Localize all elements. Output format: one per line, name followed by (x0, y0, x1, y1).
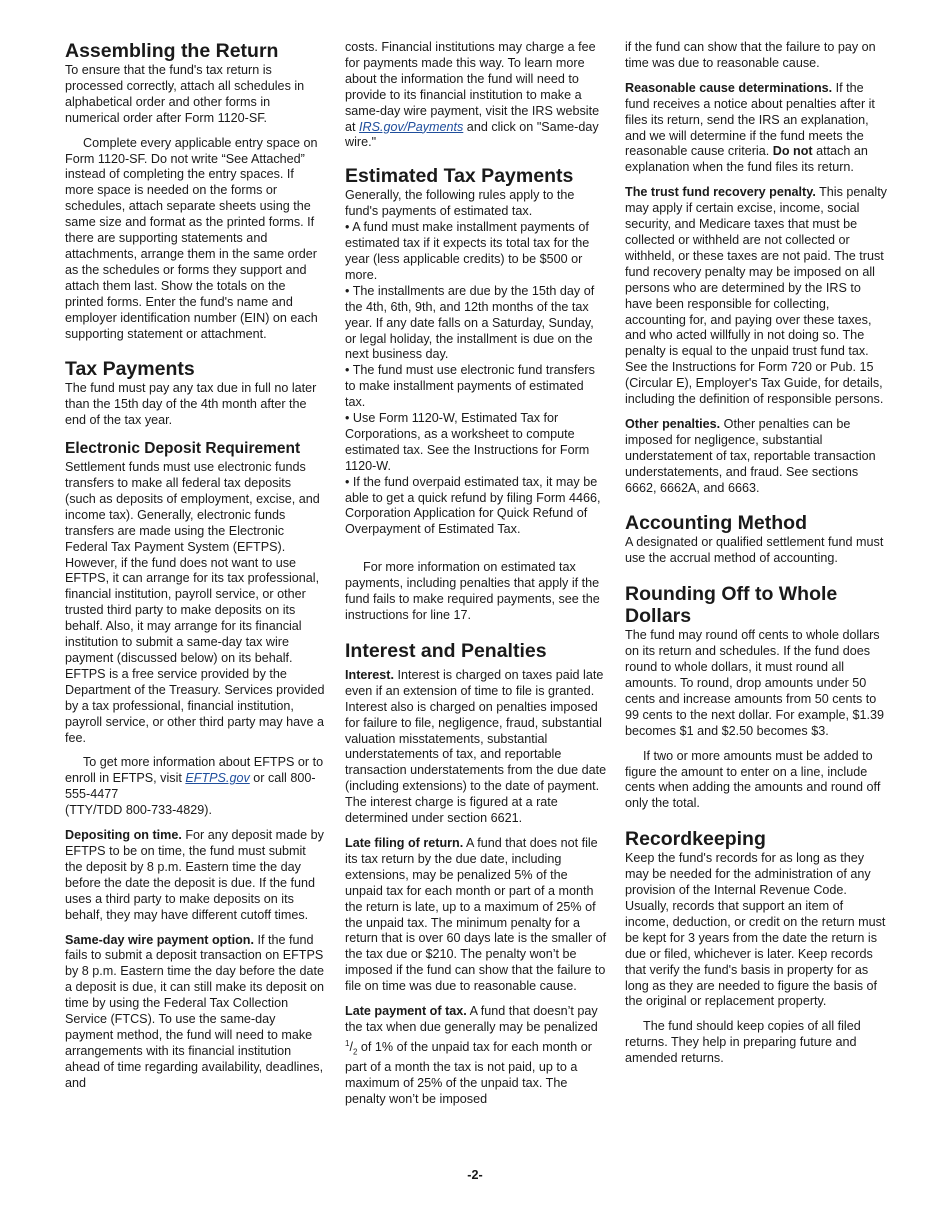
bullet-item (345, 363, 607, 411)
page-number: -2- (467, 1168, 483, 1182)
paragraph-assembling-1: To ensure that the fund's tax return is processed correctly, attach all schedules in alphabetical order and other forms in numerical order after Form 1120-SF. (65, 63, 305, 125)
column-middle (345, 40, 607, 1117)
paragraph-other-penalties (625, 417, 887, 497)
heading-estimated-tax: Estimated Tax Payments (345, 165, 574, 188)
bullet-text: A fund must make installment payments of estimated tax if it expects its total tax for the year (less applicable credits) to be $500 or more. (345, 220, 590, 282)
irs-payments-link[interactable]: IRS.gov/Payments (359, 119, 464, 134)
paragraph-trust-fund (625, 185, 887, 408)
paragraph-estimated-intro: Generally, the following rules apply to the fund's payments of estimated tax. (345, 188, 575, 219)
reasonable-cause-text: If the fund receives a notice about penalties after it files its return, send the IRS an explanation, and we will determine if the fund meets the reasonable cause criteria. (625, 80, 875, 159)
paragraph-late-filing (345, 836, 607, 995)
bullet-item (345, 284, 607, 364)
bullet-item (345, 411, 607, 475)
paragraph-interest (345, 668, 607, 827)
depositing-title: Depositing on time. (65, 828, 182, 843)
late-filing-text: A fund that does not file its tax return by the due date, including extensions, may be penalized 5% of the unpaid tax for each month or part of a month the return is late, up to a maximum of 25% of the unpaid tax. The minimum penalty for a return that is over 60 days late is the smaller of the tax due or $210. The penalty won’t be imposed if the fund can show that the failure to file on time was due to reasonable cause. (345, 835, 607, 994)
heading-interest-penalties: Interest and Penalties (345, 639, 547, 662)
paragraph-recordkeeping-2: The fund should keep copies of all filed returns. They help in preparing future and amended returns. (625, 1019, 861, 1066)
late-payment-text-cont: of 1% of the unpaid tax for each month or part of a month the tax is not paid, up to a maximum of 25% of the unpaid tax. The penalty won’t be imposed (345, 1040, 592, 1107)
paragraph-assembling-2: Complete every applicable entry space on Form 1120-SF. Do not write “See Attached” instead of completing the entry spaces. If more space is needed on the forms or schedules, attach separate sheets using the same size and format as the printed forms. If there are supporting statements and attachments, arrange them in the same order as the schedules or forms they support and attach them last. Show the totals on the printed forms. Enter the fund's name and employer identification number (EIN) on each supporting statement or attachment. (65, 135, 318, 341)
bullet-glyph: • (345, 411, 350, 426)
reasonable-cause-text-cont: attach an explanation when the fund files its return. (625, 144, 868, 175)
paragraph-reasonable-cause (625, 81, 887, 176)
other-penalties-text: Other penalties can be imposed for negligence, substantial understatement of tax, reportable transaction understatements, and fraud. See sections 6662, 6662A, and 6663. (625, 416, 876, 495)
paragraph-electronic-deposit: Settlement funds must use electronic funds transfers to make all federal tax deposits (such as deposits of employment, excise, and income tax). Generally, electronic funds transfers are made using the Electronic Federal Tax Payment System (EFTPS). However, if the fund does not want to use EFTPS, it can arrange for its tax professional, financial institution, payroll service, or other trusted third party to make deposits on its behalf. Also, it may arrange for its financial institution to submit a same-day tax wire payment (discussed below) on its behalf. EFTPS is a free service provided by the Department of the Treasury. Services provided by a tax professional, financial institution, payroll service, or other third party may have a fee. (65, 460, 325, 745)
bullet-text: If the fund overpaid estimated tax, it may be able to get a quick refund by filing Form 4466, Corporation Application for Quick Refund of Overpayment of Estimated Tax. (345, 474, 601, 537)
other-penalties-title: Other penalties. (625, 416, 721, 431)
same-day-text: If the fund fails to submit a deposit transaction on EFTPS by 8 p.m. Eastern time the day before the date a deposit is due, it can still make its deposit on time by using the Federal Tax Collection Service (FTCS). To use the same-day payment method, the fund will need to make arrangements with its financial institution ahead of time regarding availability, deadlines, and (65, 932, 325, 1090)
paragraph-eftps-info (65, 755, 325, 803)
late-payment-title: Late payment of tax. (345, 1004, 467, 1019)
paragraph-rounding-1: The fund may round off cents to whole dollars on its return and schedules. If the fund does round to whole dollars, it must round all amounts. To round, drop amounts under 50 cents and increase amounts from 50 cents to 99 cents to the next dollar. For example, $1.39 becomes $1 and $2.50 becomes $3. (625, 628, 885, 738)
interest-title: Interest. (345, 667, 394, 682)
fraction-numerator: 1 (345, 1038, 350, 1048)
paragraph-tax-payments: The fund must pay any tax due in full no later than the 15th day of the 4th month after the end of the tax year. (65, 381, 317, 428)
bullet-text: Use Form 1120-W, Estimated Tax for Corporations, as a worksheet to compute estimated tax. See the Instructions for Form 1120-W. (345, 411, 590, 473)
bullet-text: The installments are due by the 15th day of the 4th, 6th, 9th, and 12th months of the tax year. If any date falls on a Saturday, Sunday, or legal holiday, the installment is due on the next business day. (345, 283, 595, 362)
reasonable-cause-do-not: Do not (772, 144, 813, 159)
heading-electronic-deposit: Electronic Deposit Requirement (65, 440, 301, 458)
paragraph-late-payment-cont: if the fund can show that the failure to pay on time was due to reasonable cause. (625, 40, 876, 70)
bullet-glyph: • (345, 474, 350, 489)
reasonable-cause-title: Reasonable cause determinations. (625, 80, 833, 95)
bullet-glyph: • (345, 220, 350, 235)
late-filing-title: Late filing of return. (345, 835, 464, 850)
column-left (65, 40, 325, 1101)
bullet-text: The fund must use electronic fund transfers to make installment payments of estimated tax. (345, 363, 595, 410)
same-day-cont-post: and click on "Same-day wire." (345, 119, 599, 150)
heading-accounting-method: Accounting Method (625, 512, 807, 535)
eftps-info-text: To get more information about EFTPS or to enroll in EFTPS, visit (65, 755, 324, 786)
paragraph-estimated-more: For more information on estimated tax payments, including penalties that apply if the fund fails to make required payments, see the instructions for line 17. (345, 560, 600, 622)
bullet-item (345, 475, 607, 539)
bullet-glyph: • (345, 363, 350, 378)
paragraph-eftps-tty: (TTY/TDD 800-733-4829). (65, 803, 212, 818)
paragraph-accounting: A designated or qualified settlement fund must use the accrual method of accounting. (625, 535, 884, 566)
paragraph-depositing-on-time (65, 828, 325, 923)
same-day-cont-text: costs. Financial institutions may charge a fee for payments made this way. To learn more about the information the fund will need to provide to its financial institution to make a same-day wire payment, visit the IRS website at (345, 40, 600, 134)
same-day-title: Same-day wire payment option. (65, 932, 254, 947)
paragraph-same-day-cont (345, 40, 607, 151)
bullet-glyph: • (345, 283, 350, 298)
eftps-link[interactable]: EFTPS.gov (185, 771, 250, 786)
late-payment-text: A fund that doesn’t pay the tax when due generally may be penalized (345, 1004, 598, 1034)
paragraph-recordkeeping-1: Keep the fund's records for as long as they may be needed for the administration of any provision of the Internal Revenue Code. Usually, records that support an item of income, deduction, or credit on the return must be kept for 3 years from the date the return is due or filed, whichever is later. Keep records that verify the fund's basis in property for as long as they are needed to figure the basis of the original or replacement property. (625, 851, 886, 1009)
trust-fund-text: This penalty may apply if certain excise, income, social security, and Medicare taxes that must be collected or withheld are not collected or withheld, or these taxes are not paid. The trust fund recovery penalty may be imposed on all persons who are determined by the IRS to have been responsible for collecting, accounting for, and paying over these taxes, and who acted willfully in not doing so. The penalty is equal to the unpaid trust fund tax. See the Instructions for Form 720 or Pub. 15 (Circular E), Employer's Tax Guide, for details, including the definition of responsible persons. (625, 185, 887, 407)
interest-text: Interest is charged on taxes paid late even if an extension of time to file is granted. Interest also is charged on penalties imposed for failure to file, negligence, fraud, substantial valuation misstatements, substantial understatements of tax, and reportable transaction understatements from the due date (including extensions) to the date of payment. The interest charge is figured at a rate determined under section 6621. (345, 667, 607, 826)
fraction-denominator: 2 (352, 1047, 358, 1057)
trust-fund-title: The trust fund recovery penalty. (625, 185, 816, 200)
heading-assembling-return: Assembling the Return (65, 40, 279, 62)
depositing-text: For any deposit made by EFTPS to be on time, the fund must submit the deposit by 8 p.m. Eastern time the day before the date the deposit is due. If the fund uses a third party to make deposits on its behalf, they may have different cutoff times. (65, 828, 324, 922)
bullet-item (345, 220, 607, 284)
paragraph-late-payment: Late payment of tax. A fund that doesn’t pay the tax when due generally may be penalized $^1/_2$ of 1% of the unpaid tax for each month or part of a month the tax is not paid, up to a maximum of 25% of the unpaid tax. The penalty won’t be imposed (345, 1004, 598, 1107)
column-right (625, 40, 887, 1076)
eftps-call-text: or call 800-555-4477 (65, 771, 316, 802)
paragraph-rounding-2: If two or more amounts must be added to figure the amount to enter on a line, include cents when adding the amounts and round off only the total. (625, 748, 881, 811)
paragraph-same-day-wire (65, 933, 325, 1092)
heading-rounding: Rounding Off to Whole Dollars (625, 583, 838, 628)
heading-tax-payments: Tax Payments (65, 358, 195, 381)
heading-recordkeeping: Recordkeeping (625, 828, 766, 851)
